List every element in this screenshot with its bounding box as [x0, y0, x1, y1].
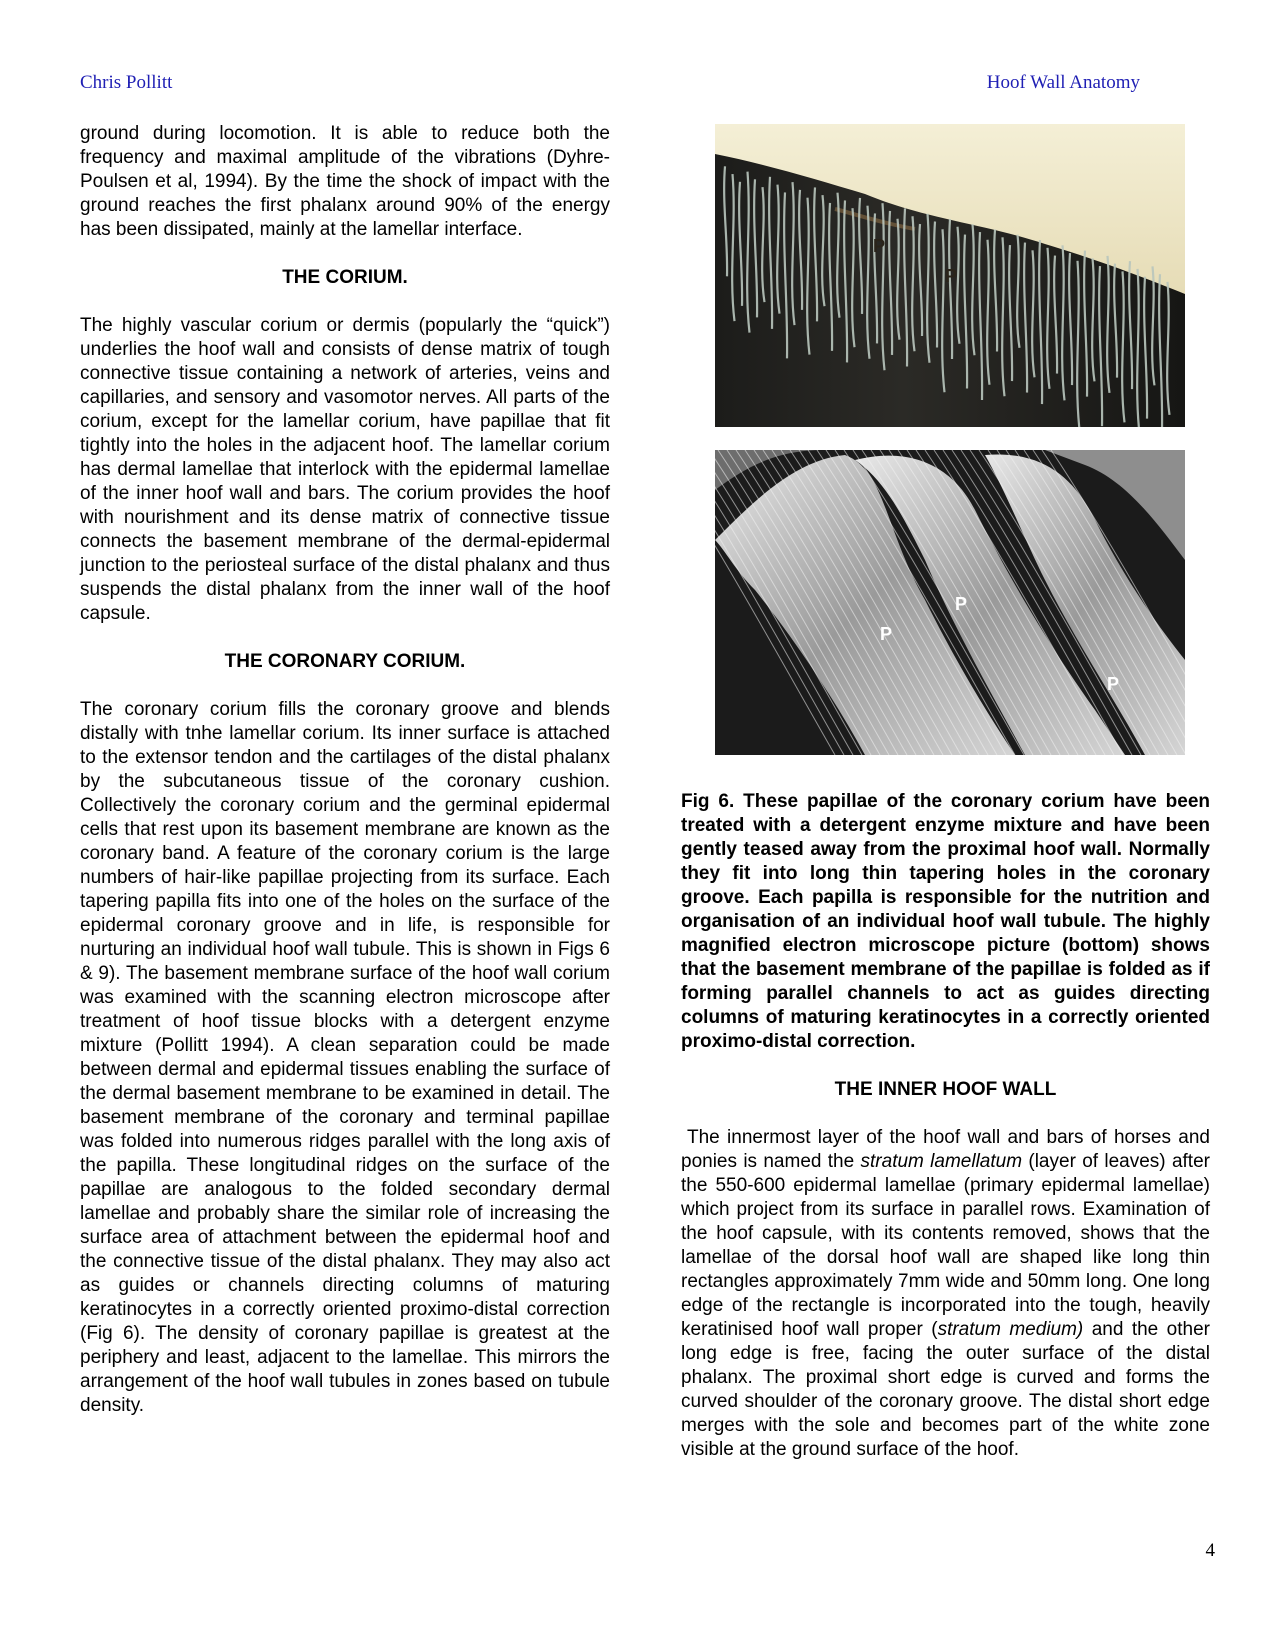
text-run: The innermost layer of the hoof wall and bars of horses and ponies is named the: [681, 1127, 1210, 1172]
papilla-label: P: [1107, 674, 1120, 694]
header-title: Hoof Wall Anatomy: [986, 72, 1140, 93]
intro-paragraph: ground during locomotion. It is able to reduce both the frequency and maximal amplitude of the vibrations (Dyhre-Poulsen et al, 1994). By the time the shock of impact with the ground reaches the first phalanx around 90% of the energy has been dissipated, mainly at the lamellar interface.: [80, 123, 610, 240]
corium-paragraph: The highly vascular corium or dermis (popularly the “quick”) underlies the hoof wall and consists of dense matrix of tough connective tissue containing a network of arteries, veins and capillaries, and sensory and vasomotor nerves. All parts of the corium, except for the lamellar corium, have papillae that fit tightly into the holes in the adjacent hoof. The lamellar corium has dermal lamellae that interlock with the epidermal lamellae of the inner hoof wall and bars. The corium provides the hoof with nourishment and its dense matrix of connective tissue connects the basement membrane of the dermal-epidermal junction to the periosteal surface of the distal phalanx and thus suspends the distal phalanx from the inner wall of the hoof capsule.: [80, 315, 610, 624]
papillae-photo-graphic: [715, 124, 1185, 427]
heading-inner-hoof-wall: THE INNER HOOF WALL: [834, 1079, 1057, 1100]
right-column: [681, 790, 1210, 1486]
page-number: 4: [1205, 1540, 1215, 1561]
electron-micrograph: [715, 450, 1185, 755]
left-column: [80, 122, 610, 1442]
term-stratum-lamellatum: stratum lamellatum: [860, 1151, 1023, 1172]
text-run: and the other long edge is free, facing the outer surface of the distal phalanx. The proximal short edge is curved and forms the curved shoulder of the coronary groove. The distal short edge merges with the sole and becomes part of the white zone visible at the ground surface of the hoof.: [681, 1319, 1210, 1460]
inner-hoof-wall-paragraph: [681, 1126, 1210, 1462]
papilla-label: P: [873, 236, 886, 256]
papilla-label: P: [945, 266, 958, 286]
figure-caption: Fig 6. These papillae of the coronary corium have been treated with a detergent enzyme mixture and have been gently teased away from the proximal hoof wall. Normally they fit into long thin tapering holes in the coronary groove. Each papilla is responsible for the nutrition and organisation of an individual hoof wall tubule. The highly magnified electron microscope picture (bottom) shows that the basement membrane of the papillae is folded as if forming parallel channels to act as guides directing columns of maturing keratinocytes in a correctly oriented proximo-distal correction.: [681, 791, 1210, 1052]
papillae-photo: [715, 124, 1185, 427]
coronary-corium-paragraph: The coronary corium fills the coronary groove and blends distally with tnhe lamellar corium. Its inner surface is attached to the extensor tendon and the cartilages of the distal phalanx by the subcutaneous tissue of the coronary cushion. Collectively the coronary corium and the germinal epidermal cells that rest upon its basement membrane are known as the coronary band. A feature of the coronary corium is the large numbers of hair-like papillae projecting from its surface. Each tapering papilla fits into one of the holes on the surface of the epidermal coronary groove and in life, is responsible for nurturing an individual hoof wall tubule. This is shown in Figs 6 & 9). The basement membrane surface of the hoof wall corium was examined with the scanning electron microscope after treatment of hoof tissue blocks with a detergent enzyme mixture (Pollitt 1994). A clean separation could be made between dermal and epidermal tissues enabling the surface of the dermal basement membrane to be examined in detail. The basement membrane of the coronary and terminal papillae was folded into numerous ridges parallel with the long axis of the papilla. These longitudinal ridges on the surface of the papillae are analogous to the folded secondary dermal lamellae and probably share the similar role of increasing the surface area of attachment between the epidermal hoof and the connective tissue of the distal phalanx. They may also act as guides or channels directing columns of maturing keratinocytes in a correctly oriented proximo-distal correction (Fig 6). The density of coronary papillae is greatest at the periphery and least, adjacent to the lamellae. This mirrors the arrangement of the hoof wall tubules in zones based on tubule density.: [80, 699, 610, 1416]
electron-micrograph-graphic: [715, 450, 1185, 755]
heading-corium: THE CORIUM.: [282, 267, 408, 288]
papilla-label: P: [880, 624, 893, 644]
term-stratum-medium: stratum medium): [937, 1319, 1084, 1340]
heading-coronary-corium: THE CORONARY CORIUM.: [224, 651, 466, 672]
header-author: Chris Pollitt: [80, 72, 173, 93]
papilla-label: P: [955, 594, 968, 614]
text-run: (layer of leaves) after the 550-600 epidermal lamellae (primary epidermal lamellae) which project from its surface in parallel rows. Examination of the hoof capsule, with its contents removed, shows that the lamellae of the dorsal hoof wall are shaped like long thin rectangles approximately 7mm wide and 50mm long. One long edge of the rectangle is incorporated into the tough, heavily keratinised hoof wall proper (: [681, 1151, 1210, 1340]
